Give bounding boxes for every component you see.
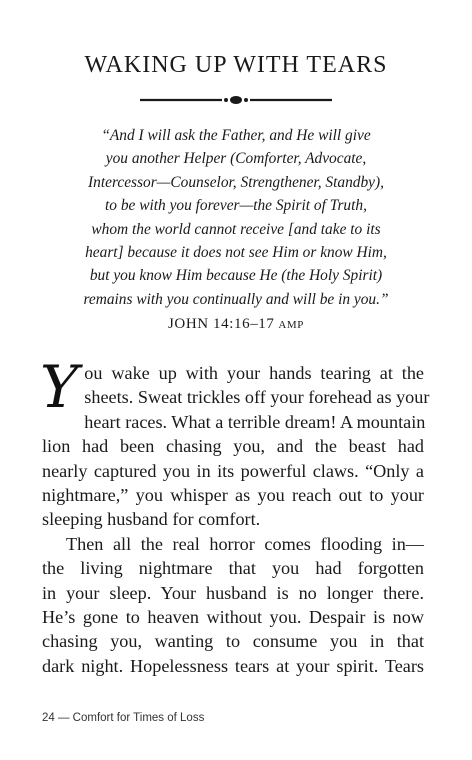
page-footer: 24 — Comfort for Times of Loss [42, 712, 205, 724]
paragraph-1 [40, 353, 430, 532]
body-line: Then all the real horror comes flooding in— [66, 533, 424, 554]
body-line: ou wake up with your hands tearing at the [84, 363, 424, 383]
body-line: He’s gone to heaven without you. Despair is now [42, 606, 424, 627]
scripture-epigraph [40, 124, 432, 311]
body-line: nearly captured you in its powerful claws. “Only a [42, 460, 424, 481]
epigraph-line: heart] because it does not see Him or know Him, [85, 244, 387, 262]
ornament-divider-icon [140, 94, 332, 106]
epigraph-line: Intercessor—Counselor, Strengthener, Standby), [88, 173, 384, 191]
epigraph-line: remains with you continually and will be in you.” [83, 290, 389, 308]
body-text [40, 353, 430, 678]
citation-version: AMP [278, 319, 305, 331]
body-line: in your sleep. Your husband is no longer there. [42, 582, 424, 603]
body-line: chasing you, wanting to consume you in that [42, 631, 424, 652]
paragraph-2 [42, 532, 424, 678]
epigraph-line: whom the world cannot receive [and take to its [91, 220, 381, 238]
epigraph-line: but you know Him because He (the Holy Spirit) [89, 267, 383, 285]
chapter-title: WAKING UP WITH TEARS [84, 52, 388, 78]
drop-cap: Y [40, 353, 79, 421]
body-line: lion had been chasing you, and the beast had [42, 436, 424, 457]
body-line: the living nightmare that you had forgotten [42, 558, 424, 579]
body-line: sleeping husband for comfort. [42, 509, 261, 530]
epigraph-line: you another Helper (Comforter, Advocate, [105, 150, 367, 168]
body-line: heart races. What a terrible dream! A mountain [84, 411, 426, 432]
citation-reference: JOHN 14:16–17 [167, 316, 275, 332]
body-line: sheets. Sweat trickles off your forehead as your [84, 387, 430, 408]
body-line: dark night. Hopelessness tears at your spirit. Tears [42, 655, 424, 676]
scripture-citation [0, 316, 472, 333]
epigraph-line: “And I will ask the Father, and He will give [101, 127, 371, 144]
epigraph-line: to be with you forever—the Spirit of Truth, [105, 197, 367, 215]
body-line: nightmare,” you whisper as you reach out to your [42, 484, 424, 505]
